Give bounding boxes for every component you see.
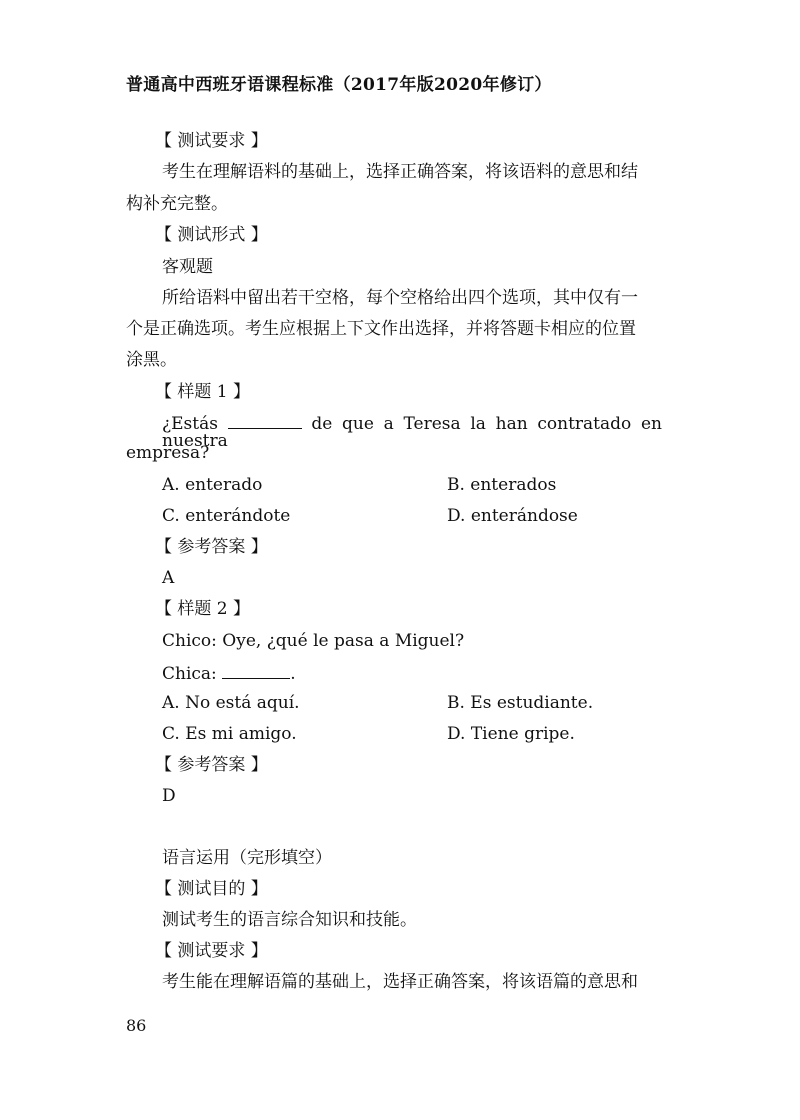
speaker-label: Chica: xyxy=(162,664,217,684)
sample-1-answer-heading: 【 参考答案 】 xyxy=(155,537,268,557)
sample-1-question-line-2: empresa? xyxy=(126,443,210,463)
test-requirement-heading-2: 【 测试要求 】 xyxy=(155,941,268,961)
sample-1-option-d: D. enterándose xyxy=(447,506,578,526)
page-number: 86 xyxy=(126,1016,147,1035)
sample-1-option-b: B. enterados xyxy=(447,475,557,495)
sample-2-option-b: B. Es estudiante. xyxy=(447,693,594,713)
test-form-heading: 【 测试形式 】 xyxy=(155,225,268,245)
sentence-end-period: . xyxy=(290,664,296,684)
sample-2-option-a: A. No está aquí. xyxy=(162,693,300,713)
description-line-3: 涂黑。 xyxy=(126,350,177,370)
test-purpose-value: 测试考生的语言综合知识和技能。 xyxy=(162,910,417,930)
sample-1-option-a: A. enterado xyxy=(162,475,263,495)
sample-1-question-end: de que a Teresa la han contratado en nuestra xyxy=(162,414,662,451)
running-header: 普通高中西班牙语课程标准（2017年版2020年修订） xyxy=(126,75,552,95)
sample-1-question-start: ¿Estás xyxy=(162,414,218,434)
requirement-line-1: 考生在理解语料的基础上，选择正确答案，将该语料的意思和结 xyxy=(162,162,638,182)
requirement-2-line-1: 考生能在理解语篇的基础上，选择正确答案，将该语篇的意思和 xyxy=(162,972,638,992)
answer-blank xyxy=(222,664,290,679)
answer-blank xyxy=(228,414,302,429)
test-form-value: 客观题 xyxy=(162,257,213,277)
sample-1-heading: 【 样题 1 】 xyxy=(155,382,251,402)
sample-1-question xyxy=(162,414,662,450)
test-purpose-heading: 【 测试目的 】 xyxy=(155,879,268,899)
test-requirement-heading: 【 测试要求 】 xyxy=(155,131,268,151)
sample-1-option-c: C. enterándote xyxy=(162,506,291,526)
requirement-line-2: 构补充完整。 xyxy=(126,194,228,214)
sample-2-answer: D xyxy=(162,786,176,806)
sample-2-answer-heading: 【 参考答案 】 xyxy=(155,755,268,775)
sample-2-option-d: D. Tiene gripe. xyxy=(447,724,575,744)
section-title: 语言运用（完形填空） xyxy=(162,848,332,868)
sample-2-dialogue-line-2 xyxy=(162,664,296,683)
sample-1-answer: A xyxy=(162,568,175,588)
sample-2-heading: 【 样题 2 】 xyxy=(155,599,251,619)
sample-2-dialogue-line-1: Chico: Oye, ¿qué le pasa a Miguel? xyxy=(162,631,465,651)
sample-2-option-c: C. Es mi amigo. xyxy=(162,724,297,744)
description-line-2: 个是正确选项。考生应根据上下文作出选择，并将答题卡相应的位置 xyxy=(126,319,636,339)
description-line-1: 所给语料中留出若干空格，每个空格给出四个选项，其中仅有一 xyxy=(162,288,638,308)
